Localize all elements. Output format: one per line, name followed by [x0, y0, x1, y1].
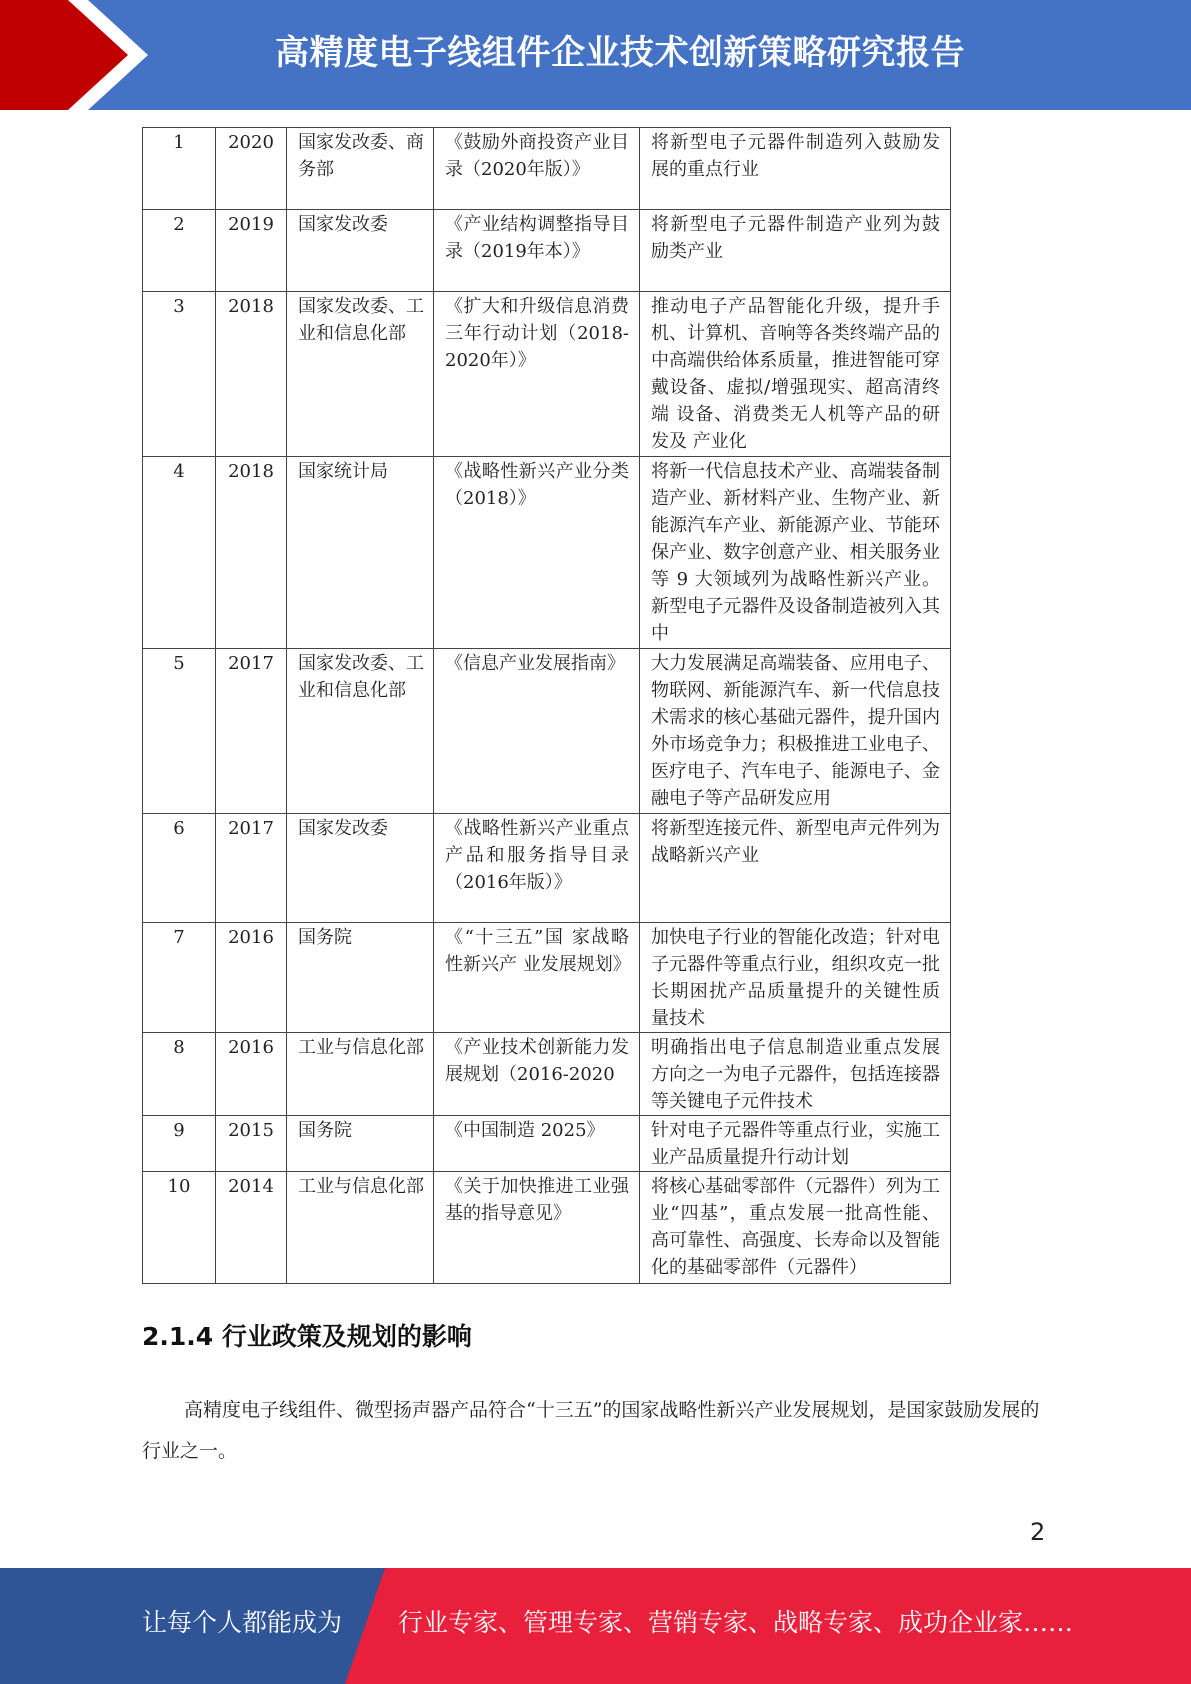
page-footer [0, 1568, 1191, 1684]
row-department: 国家发改委、商务部 [287, 128, 434, 210]
row-document: 《关于加快推进工业强基的指导意见》 [434, 1172, 640, 1284]
row-year: 2018 [216, 457, 287, 649]
row-content: 大力发展满足高端装备、应用电子、物联网、新能源汽车、新一代信息技术需求的核心基础元器件，提升国内外市场竞争力；积极推进工业电子、医疗电子、汽车电子、能源电子、金融电子等产品研发应用 [640, 649, 951, 814]
row-document: 《鼓励外商投资产业目录（2020年版）》 [434, 128, 640, 210]
page-number: 2 [1030, 1518, 1046, 1546]
row-content: 明确指出电子信息制造业重点发展 方向之一为电子元器件，包括连接器 等关键电子元件技术 [640, 1033, 951, 1116]
row-number: 9 [143, 1116, 216, 1172]
page-header [0, 0, 1191, 110]
report-title: 高精度电子线组件企业技术创新策略研究报告 [275, 33, 965, 73]
row-document: 《产业技术创新能力发展规划（2016-2020 [434, 1033, 640, 1116]
row-department: 国家统计局 [287, 457, 434, 649]
row-department: 工业与信息化部 [287, 1033, 434, 1116]
footer-slogan-left: 让每个人都能成为 [142, 1608, 343, 1637]
section-heading: 2.1.4 行业政策及规划的影响 [142, 1322, 472, 1351]
row-number: 1 [143, 128, 216, 210]
row-document: 《“十三五”国 家战略性新兴产 业发展规划》 [434, 923, 640, 1033]
row-year: 2016 [216, 1033, 287, 1116]
row-year: 2019 [216, 210, 287, 292]
row-number: 4 [143, 457, 216, 649]
row-department: 国务院 [287, 923, 434, 1033]
row-year: 2014 [216, 1172, 287, 1284]
body-paragraph: 高精度电子线组件、微型扬声器产品符合“十三五”的国家战略性新兴产业发展规划，是国家鼓励发展的行业之一。 [142, 1399, 1040, 1462]
policy-table-body [143, 128, 951, 1284]
row-year: 2018 [216, 292, 287, 457]
row-number: 8 [143, 1033, 216, 1116]
row-content: 加快电子行业的智能化改造；针对电子元器件等重点行业，组织攻克一批长期困扰产品质量提升的关键性质 量技术 [640, 923, 951, 1033]
row-content: 将新型连接元件、新型电声元件列为战略新兴产业 [640, 814, 951, 923]
row-year: 2017 [216, 814, 287, 923]
row-content: 将新型电子元器件制造产业列为鼓 励类产业 [640, 210, 951, 292]
table-row [143, 210, 951, 292]
row-year: 2017 [216, 649, 287, 814]
row-department: 国家发改委、工业和信息化部 [287, 292, 434, 457]
row-content: 针对电子元器件等重点行业，实施工业产品质量提升行动计划 [640, 1116, 951, 1172]
row-number: 6 [143, 814, 216, 923]
table-row [143, 923, 951, 1033]
footer-slogan-right: 行业专家、管理专家、营销专家、战略专家、成功企业家…… [398, 1608, 1074, 1637]
row-number: 5 [143, 649, 216, 814]
row-content: 将新型电子元器件制造列入鼓励发 展的重点行业 [640, 128, 951, 210]
row-content: 推动电子产品智能化升级，提升手 机、计算机、音响等各类终端产品的 中高端供给体系质量，推进智能可穿 戴设备、虚拟/增强现实、超高清终端 设备、消费类无人机等产品的研发及 产业化 [640, 292, 951, 457]
row-document: 《中国制造 2025》 [434, 1116, 640, 1172]
row-number: 7 [143, 923, 216, 1033]
row-number: 10 [143, 1172, 216, 1284]
row-document: 《扩大和升级信息消费三年行动计划（2018-2020年）》 [434, 292, 640, 457]
row-document: 《战略性新兴产业分类（2018）》 [434, 457, 640, 649]
table-row [143, 649, 951, 814]
row-year: 2020 [216, 128, 287, 210]
table-row [143, 1172, 951, 1284]
row-department: 工业与信息化部 [287, 1172, 434, 1284]
table-row [143, 1033, 951, 1116]
row-year: 2016 [216, 923, 287, 1033]
row-year: 2015 [216, 1116, 287, 1172]
row-department: 国家发改委 [287, 814, 434, 923]
row-content: 将新一代信息技术产业、高端装备制造产业、新材料产业、生物产业、新能源汽车产业、新能源产业、节能环保产业、数字创意产业、相关服务业等 9 大领域列为战略性新兴产业。新型电子元器件及设备制造被列入其 中 [640, 457, 951, 649]
row-content: 将核心基础零部件（元器件）列为工业“四基”，重点发展一批高性能、 高可靠性、高强度、长寿命以及智能 化的基础零部件（元器件） [640, 1172, 951, 1284]
table-row [143, 292, 951, 457]
row-department: 国务院 [287, 1116, 434, 1172]
row-document: 《产业结构调整指导目录（2019年本）》 [434, 210, 640, 292]
row-number: 2 [143, 210, 216, 292]
row-document: 《战略性新兴产业重点产品和服务指导目录（2016年版）》 [434, 814, 640, 923]
table-row [143, 128, 951, 210]
table-row [143, 814, 951, 923]
row-department: 国家发改委 [287, 210, 434, 292]
table-row [143, 1116, 951, 1172]
policy-table [142, 127, 951, 1284]
table-row [143, 457, 951, 649]
row-number: 3 [143, 292, 216, 457]
row-department: 国家发改委、工业和信息化部 [287, 649, 434, 814]
row-document: 《信息产业发展指南》 [434, 649, 640, 814]
